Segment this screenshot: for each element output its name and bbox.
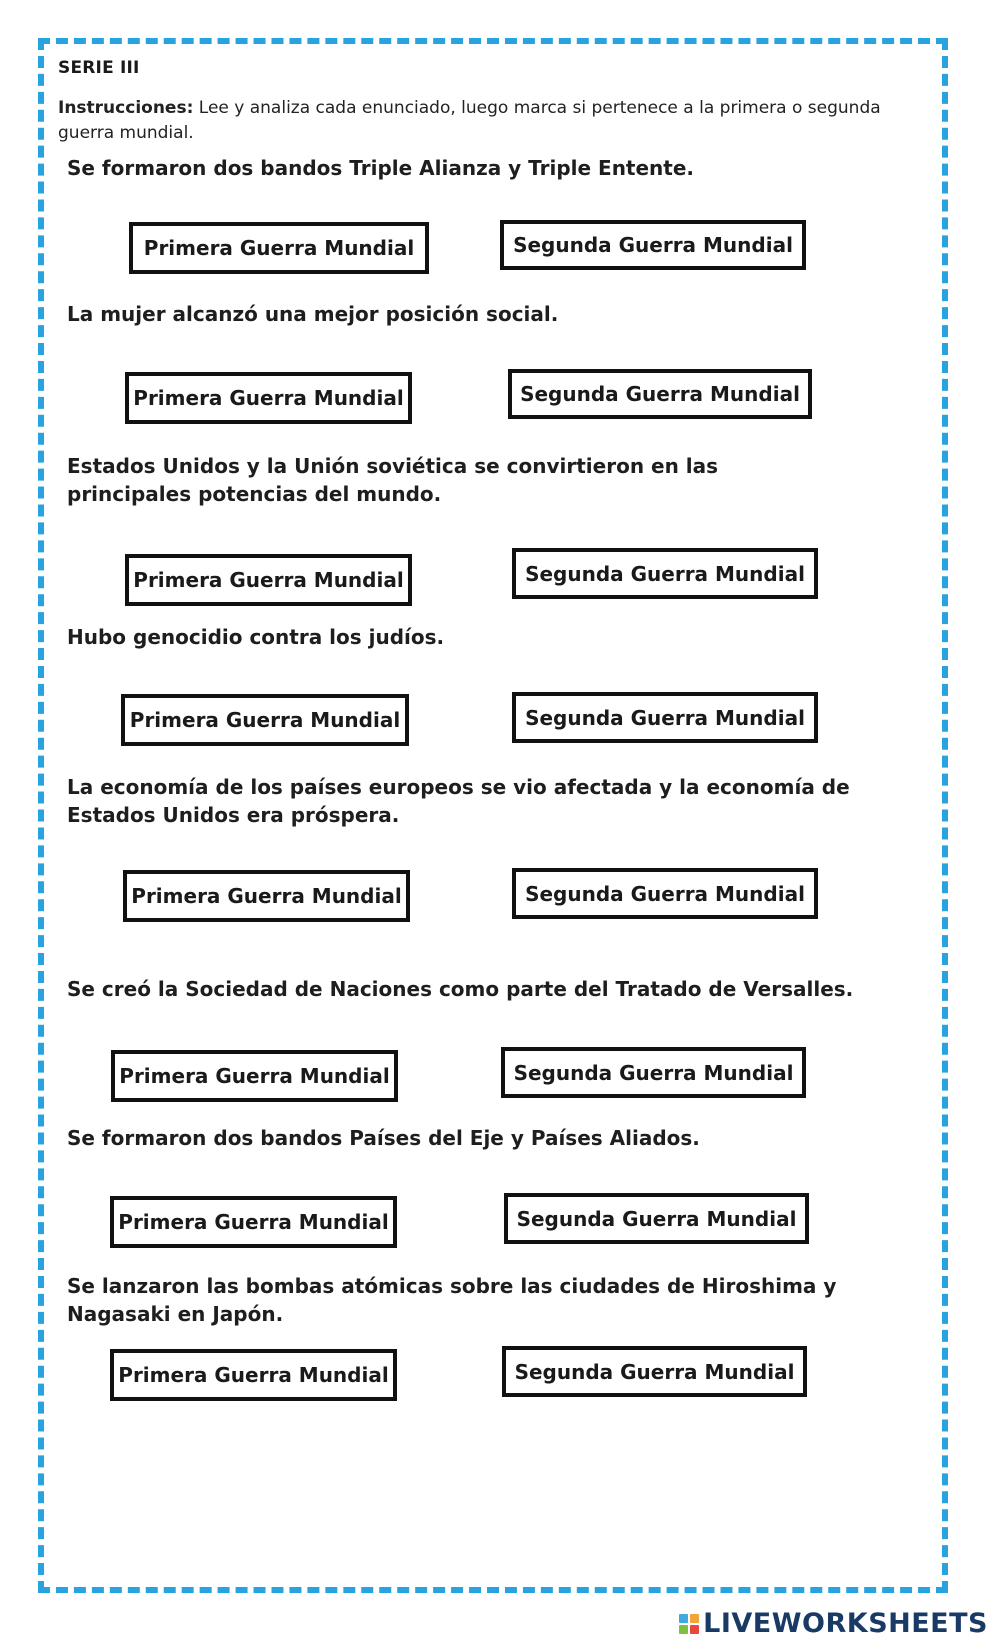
q8-first-war-option[interactable]: Primera Guerra Mundial [110, 1349, 397, 1401]
instructions [58, 96, 898, 146]
q2-first-war-option[interactable]: Primera Guerra Mundial [125, 372, 412, 424]
question-5: La economía de los países europeos se vio afectada y la economía de Estados Unidos era próspera. [67, 775, 850, 827]
q6-second-war-option[interactable]: Segunda Guerra Mundial [501, 1047, 806, 1098]
question-3: Estados Unidos y la Unión soviética se convirtieron en las principales potencias del mundo. [67, 454, 719, 506]
q2-second-war-option[interactable]: Segunda Guerra Mundial [508, 369, 812, 419]
q3-first-war-option[interactable]: Primera Guerra Mundial [125, 554, 412, 606]
q3-second-war-option[interactable]: Segunda Guerra Mundial [512, 548, 818, 599]
q1-second-war-option[interactable]: Segunda Guerra Mundial [500, 220, 806, 270]
question-1: Se formaron dos bandos Triple Alianza y Triple Entente. [67, 156, 695, 180]
q6-first-war-option[interactable]: Primera Guerra Mundial [111, 1050, 398, 1102]
q1-first-war-option[interactable]: Primera Guerra Mundial [129, 222, 429, 274]
brand-text: LIVEWORKSHEETS [703, 1608, 988, 1639]
q7-first-war-option[interactable]: Primera Guerra Mundial [110, 1196, 397, 1248]
logo-grid-icon [679, 1614, 699, 1634]
question-6: Se creó la Sociedad de Naciones como parte del Tratado de Versalles. [67, 977, 854, 1001]
instructions-label: Instrucciones: [58, 98, 194, 118]
q7-second-war-option[interactable]: Segunda Guerra Mundial [504, 1193, 809, 1244]
q4-first-war-option[interactable]: Primera Guerra Mundial [121, 694, 409, 746]
q8-second-war-option[interactable]: Segunda Guerra Mundial [502, 1346, 807, 1397]
liveworksheets-logo[interactable] [679, 1608, 988, 1639]
instructions-text: Lee y analiza cada enunciado, luego marca si pertenece a la primera o segunda guerra mundial. [58, 98, 881, 143]
q5-first-war-option[interactable]: Primera Guerra Mundial [123, 870, 410, 922]
question-7: Se formaron dos bandos Países del Eje y Países Aliados. [67, 1126, 700, 1150]
series-title: SERIE III [58, 58, 140, 78]
q4-second-war-option[interactable]: Segunda Guerra Mundial [512, 692, 818, 743]
question-2: La mujer alcanzó una mejor posición social. [67, 302, 559, 326]
question-4: Hubo genocidio contra los judíos. [67, 625, 445, 649]
question-8: Se lanzaron las bombas atómicas sobre las ciudades de Hiroshima y Nagasaki en Japón. [67, 1274, 837, 1326]
q5-second-war-option[interactable]: Segunda Guerra Mundial [512, 868, 818, 919]
